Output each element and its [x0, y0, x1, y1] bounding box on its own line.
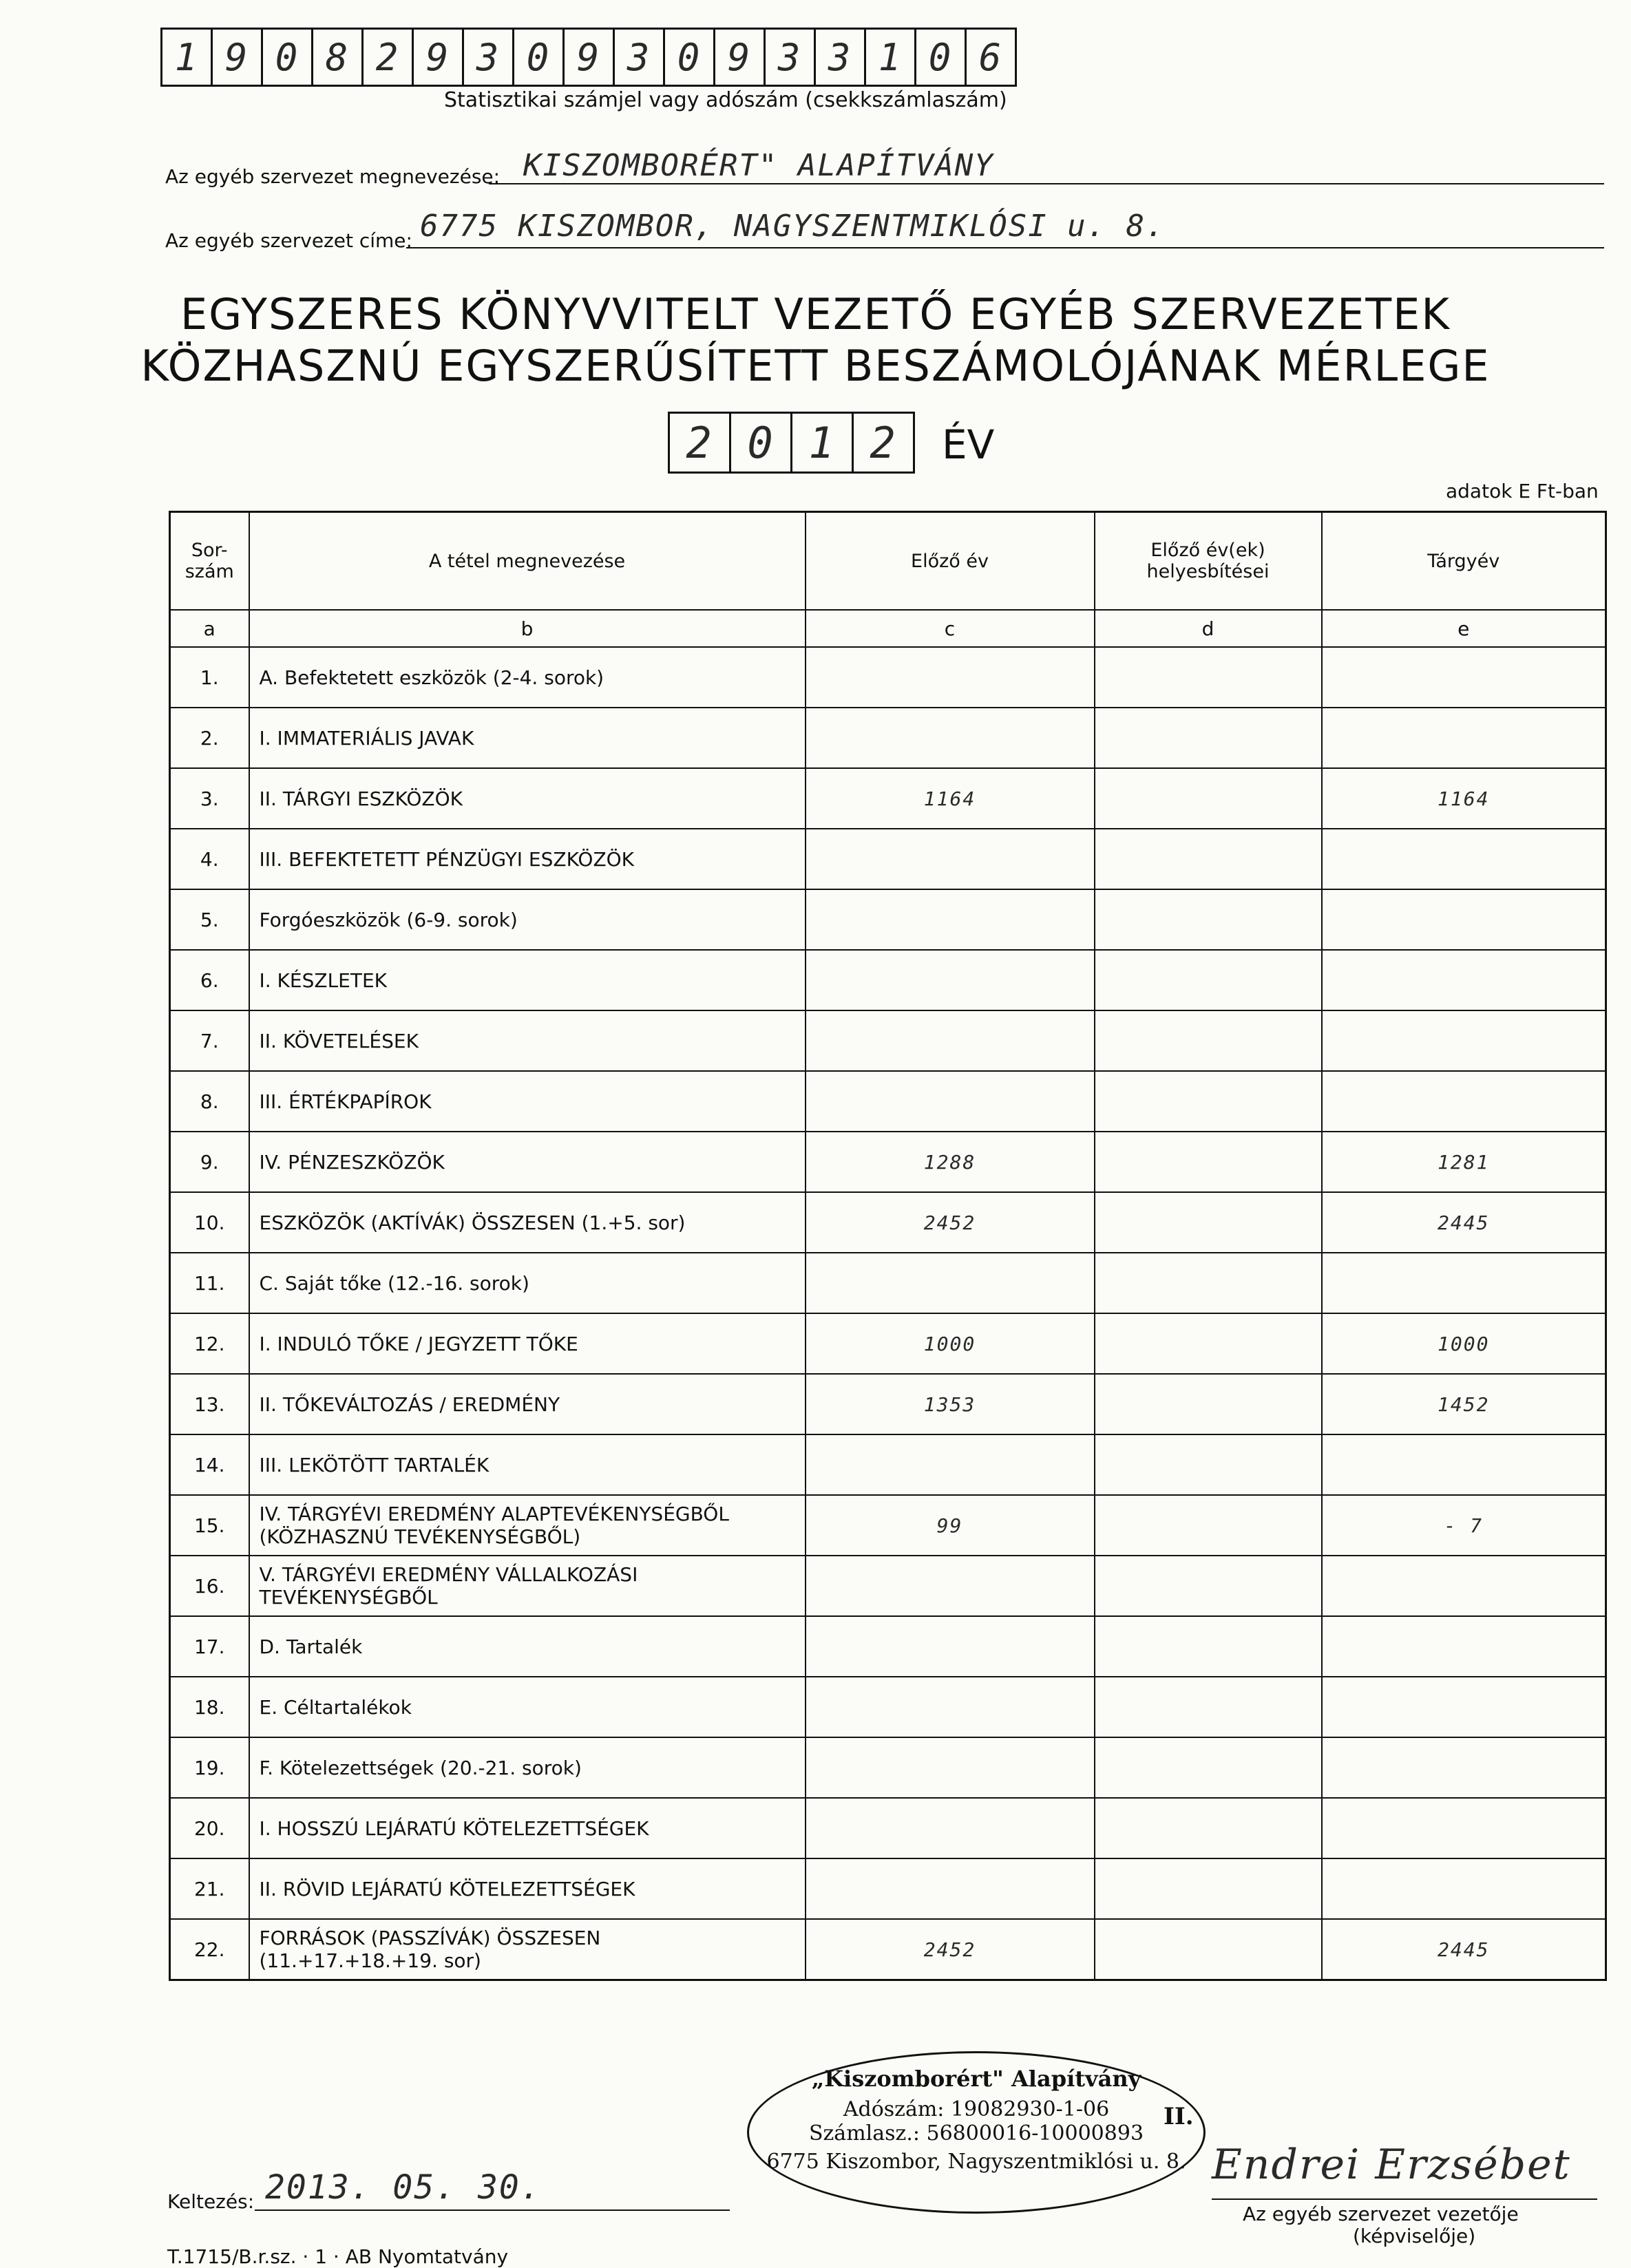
row-item-name: A. Befektetett eszközök (2-4. sorok) — [249, 647, 806, 708]
row-correction — [1095, 1495, 1322, 1556]
row-item-name: II. TŐKEVÁLTOZÁS / EREDMÉNY — [249, 1374, 806, 1434]
row-current-year: 2445 — [1322, 1919, 1606, 1980]
row-item-name: ESZKÖZÖK (AKTÍVÁK) ÖSSZESEN (1.+5. sor) — [249, 1192, 806, 1253]
org-address-label: Az egyéb szervezet címe: — [165, 229, 412, 252]
row-number: 8. — [170, 1071, 249, 1132]
table-row — [170, 1434, 1606, 1495]
row-current-year: - 7 — [1322, 1495, 1606, 1556]
row-correction — [1095, 1919, 1322, 1980]
row-item-name: IV. PÉNZESZKÖZÖK — [249, 1132, 806, 1192]
year-digit: 2 — [870, 417, 897, 468]
row-number: 16. — [170, 1556, 249, 1616]
row-current-year — [1322, 1677, 1606, 1737]
row-current-year: 2445 — [1322, 1192, 1606, 1253]
row-number: 10. — [170, 1192, 249, 1253]
row-number: 11. — [170, 1253, 249, 1313]
row-correction — [1095, 1858, 1322, 1919]
row-previous-year — [806, 1677, 1095, 1737]
row-item-name: D. Tartalék — [249, 1616, 806, 1677]
row-number: 20. — [170, 1798, 249, 1858]
stamp-address: 6775 Kiszombor, Nagyszentmiklósi u. 8. — [766, 2150, 1186, 2174]
row-current-year: 1164 — [1322, 768, 1606, 829]
row-correction — [1095, 1010, 1322, 1071]
row-previous-year — [806, 647, 1095, 708]
tax-id-caption: Statisztikai számjel vagy adószám (csekkszámlaszám) — [444, 88, 1007, 112]
tax-id-digit: 3 — [766, 30, 816, 85]
year-digit: 2 — [670, 414, 731, 471]
row-previous-year — [806, 1010, 1095, 1071]
row-number: 4. — [170, 829, 249, 889]
year-label: ÉV — [942, 421, 995, 468]
row-previous-year — [806, 1616, 1095, 1677]
table-row — [170, 1010, 1606, 1071]
column-letter: e — [1322, 610, 1606, 647]
row-item-name: II. KÖVETELÉSEK — [249, 1010, 806, 1071]
row-number: 14. — [170, 1434, 249, 1495]
row-correction — [1095, 1677, 1322, 1737]
table-body — [170, 647, 1606, 1980]
tax-id-digit: 1 — [866, 30, 916, 85]
row-correction — [1095, 829, 1322, 889]
organization-stamp — [747, 2051, 1206, 2214]
form-title-line1: EGYSZERES KÖNYVVITELT VEZETŐ EGYÉB SZERVEZETEK — [180, 289, 1451, 339]
balance-sheet-table — [169, 511, 1607, 1981]
header-corrections: Előző év(ek) helyesbítései — [1095, 512, 1322, 611]
row-previous-year — [806, 1798, 1095, 1858]
row-number: 3. — [170, 768, 249, 829]
row-previous-year: 1164 — [806, 768, 1095, 829]
row-item-name: II. TÁRGYI ESZKÖZÖK — [249, 768, 806, 829]
row-current-year — [1322, 889, 1606, 950]
row-current-year: 1000 — [1322, 1313, 1606, 1374]
tax-id-digit: 0 — [263, 30, 313, 85]
signer-caption: Az egyéb szervezet vezetője — [1243, 2203, 1519, 2225]
table-row — [170, 889, 1606, 950]
tax-id-digit: 6 — [978, 35, 1003, 79]
row-current-year — [1322, 1010, 1606, 1071]
table-row — [170, 1737, 1606, 1798]
row-current-year — [1322, 950, 1606, 1010]
row-previous-year — [806, 829, 1095, 889]
row-previous-year — [806, 708, 1095, 768]
row-previous-year — [806, 1858, 1095, 1919]
header-current-year: Tárgyév — [1322, 512, 1606, 611]
column-letters-row — [170, 610, 1606, 647]
tax-id-digit: 3 — [615, 30, 665, 85]
row-correction — [1095, 1313, 1322, 1374]
row-number: 17. — [170, 1616, 249, 1677]
row-previous-year: 1000 — [806, 1313, 1095, 1374]
table-row — [170, 1677, 1606, 1737]
row-correction — [1095, 889, 1322, 950]
tax-id-digit: 3 — [464, 30, 514, 85]
org-address-line — [406, 246, 1604, 248]
row-current-year — [1322, 1858, 1606, 1919]
table-row — [170, 1071, 1606, 1132]
header-row-number: Sor- szám — [170, 512, 249, 611]
org-name-label: Az egyéb szervezet megnevezése: — [165, 165, 501, 188]
table-row — [170, 1919, 1606, 1980]
row-previous-year: 1353 — [806, 1374, 1095, 1434]
row-item-name: FORRÁSOK (PASSZÍVÁK) ÖSSZESEN (11.+17.+18.+19. sor) — [249, 1919, 806, 1980]
table-row — [170, 1556, 1606, 1616]
row-item-name: V. TÁRGYÉVI EREDMÉNY VÁLLALKOZÁSI TEVÉKENYSÉGBŐL — [249, 1556, 806, 1616]
stamp-side-mark: II. — [1164, 2103, 1194, 2130]
row-previous-year — [806, 1071, 1095, 1132]
table-row — [170, 1313, 1606, 1374]
table-row — [170, 950, 1606, 1010]
tax-id-digit: 9 — [414, 30, 464, 85]
row-previous-year: 1288 — [806, 1132, 1095, 1192]
row-current-year — [1322, 1071, 1606, 1132]
column-letter: b — [249, 610, 806, 647]
table-row — [170, 708, 1606, 768]
table-row — [170, 829, 1606, 889]
table-row — [170, 1132, 1606, 1192]
date-label: Keltezés: — [167, 2190, 255, 2213]
row-current-year — [1322, 647, 1606, 708]
table-row — [170, 647, 1606, 708]
row-number: 7. — [170, 1010, 249, 1071]
row-current-year — [1322, 1798, 1606, 1858]
table-row — [170, 1616, 1606, 1677]
row-number: 5. — [170, 889, 249, 950]
row-correction — [1095, 1374, 1322, 1434]
form-code: T.1715/B.r.sz. · 1 · AB Nyomtatvány — [167, 2245, 509, 2268]
header-previous-year: Előző év — [806, 512, 1095, 611]
tax-id-digit: 9 — [565, 30, 615, 85]
row-current-year — [1322, 1253, 1606, 1313]
row-correction — [1095, 1192, 1322, 1253]
row-item-name: I. HOSSZÚ LEJÁRATÚ KÖTELEZETTSÉGEK — [249, 1798, 806, 1858]
stamp-tax-number: Adószám: 19082930-1-06 — [843, 2097, 1110, 2121]
row-previous-year — [806, 1556, 1095, 1616]
header-item-name: A tétel megnevezése — [249, 512, 806, 611]
row-current-year — [1322, 1434, 1606, 1495]
date-line — [255, 2208, 730, 2211]
tax-id-digit: 0 — [665, 30, 715, 85]
row-previous-year — [806, 1434, 1095, 1495]
row-correction — [1095, 1253, 1322, 1313]
row-previous-year: 2452 — [806, 1192, 1095, 1253]
row-number: 9. — [170, 1132, 249, 1192]
row-correction — [1095, 1798, 1322, 1858]
tax-id-digit: 9 — [213, 30, 263, 85]
table-row — [170, 1192, 1606, 1253]
row-correction — [1095, 647, 1322, 708]
row-number: 1. — [170, 647, 249, 708]
row-previous-year — [806, 889, 1095, 950]
row-previous-year: 99 — [806, 1495, 1095, 1556]
row-number: 18. — [170, 1677, 249, 1737]
row-item-name: I. INDULÓ TŐKE / JEGYZETT TŐKE — [249, 1313, 806, 1374]
table-row — [170, 768, 1606, 829]
row-current-year — [1322, 1556, 1606, 1616]
year-digit: 1 — [792, 414, 854, 471]
tax-id-digit: 0 — [916, 30, 967, 85]
column-letter: a — [170, 610, 249, 647]
tax-id-digit: 1 — [162, 30, 213, 85]
row-correction — [1095, 1434, 1322, 1495]
row-current-year — [1322, 829, 1606, 889]
row-item-name: I. KÉSZLETEK — [249, 950, 806, 1010]
table-row — [170, 1798, 1606, 1858]
row-correction — [1095, 708, 1322, 768]
unit-note: adatok E Ft-ban — [1446, 480, 1599, 502]
tax-id-boxes — [160, 28, 1017, 87]
row-item-name: III. BEFEKTETETT PÉNZÜGYI ESZKÖZÖK — [249, 829, 806, 889]
form-title-line2: KÖZHASZNÚ EGYSZERŰSÍTETT BESZÁMOLÓJÁNAK MÉRLEGE — [140, 341, 1491, 391]
row-number: 21. — [170, 1858, 249, 1919]
row-number: 19. — [170, 1737, 249, 1798]
org-address-value: 6775 KISZOMBOR, NAGYSZENTMIKLÓSI u. 8. — [420, 209, 1166, 244]
year-digit: 0 — [731, 414, 792, 471]
row-item-name: II. RÖVID LEJÁRATÚ KÖTELEZETTSÉGEK — [249, 1858, 806, 1919]
table-header-row — [170, 512, 1606, 611]
row-previous-year — [806, 1737, 1095, 1798]
row-number: 15. — [170, 1495, 249, 1556]
row-current-year: 1281 — [1322, 1132, 1606, 1192]
org-name-value: KISZOMBORÉRT" ALAPÍTVÁNY — [523, 148, 994, 183]
signer-caption-sub: (képviselője) — [1353, 2225, 1476, 2247]
row-correction — [1095, 950, 1322, 1010]
stamp-org-name: „Kiszomborért" Alapítvány — [811, 2066, 1141, 2092]
row-correction — [1095, 1132, 1322, 1192]
column-letter: c — [806, 610, 1095, 647]
signature-line — [1212, 2197, 1597, 2200]
row-previous-year — [806, 1253, 1095, 1313]
tax-id-digit: 9 — [715, 30, 766, 85]
row-correction — [1095, 1556, 1322, 1616]
row-number: 13. — [170, 1374, 249, 1434]
table-row — [170, 1858, 1606, 1919]
row-correction — [1095, 768, 1322, 829]
row-previous-year — [806, 950, 1095, 1010]
row-correction — [1095, 1071, 1322, 1132]
row-item-name: Forgóeszközök (6-9. sorok) — [249, 889, 806, 950]
row-number: 6. — [170, 950, 249, 1010]
tax-id-digit: 2 — [364, 30, 414, 85]
row-number: 12. — [170, 1313, 249, 1374]
table-row — [170, 1495, 1606, 1556]
row-item-name: I. IMMATERIÁLIS JAVAK — [249, 708, 806, 768]
row-item-name: IV. TÁRGYÉVI EREDMÉNY ALAPTEVÉKENYSÉGBŐL (KÖZHASZNÚ TEVÉKENYSÉGBŐL) — [249, 1495, 806, 1556]
row-item-name: III. LEKÖTÖTT TARTALÉK — [249, 1434, 806, 1495]
row-item-name: F. Kötelezettségek (20.-21. sorok) — [249, 1737, 806, 1798]
row-current-year — [1322, 708, 1606, 768]
tax-id-digit: 0 — [514, 30, 565, 85]
year-boxes — [668, 412, 915, 474]
row-correction — [1095, 1737, 1322, 1798]
row-current-year — [1322, 1616, 1606, 1677]
tax-id-digit: 8 — [313, 30, 364, 85]
tax-id-digit: 3 — [816, 30, 866, 85]
row-number: 22. — [170, 1919, 249, 1980]
table-row — [170, 1374, 1606, 1434]
row-item-name: C. Saját tőke (12.-16. sorok) — [249, 1253, 806, 1313]
stamp-account-number: Számlasz.: 56800016-10000893 — [808, 2121, 1144, 2145]
row-item-name: III. ÉRTÉKPAPÍROK — [249, 1071, 806, 1132]
row-number: 2. — [170, 708, 249, 768]
row-current-year — [1322, 1737, 1606, 1798]
row-current-year: 1452 — [1322, 1374, 1606, 1434]
table-row — [170, 1253, 1606, 1313]
row-correction — [1095, 1616, 1322, 1677]
date-value: 2013. 05. 30. — [265, 2168, 542, 2207]
row-item-name: E. Céltartalékok — [249, 1677, 806, 1737]
column-letter: d — [1095, 610, 1322, 647]
signature: Endrei Erzsébet — [1212, 2141, 1571, 2189]
row-previous-year: 2452 — [806, 1919, 1095, 1980]
